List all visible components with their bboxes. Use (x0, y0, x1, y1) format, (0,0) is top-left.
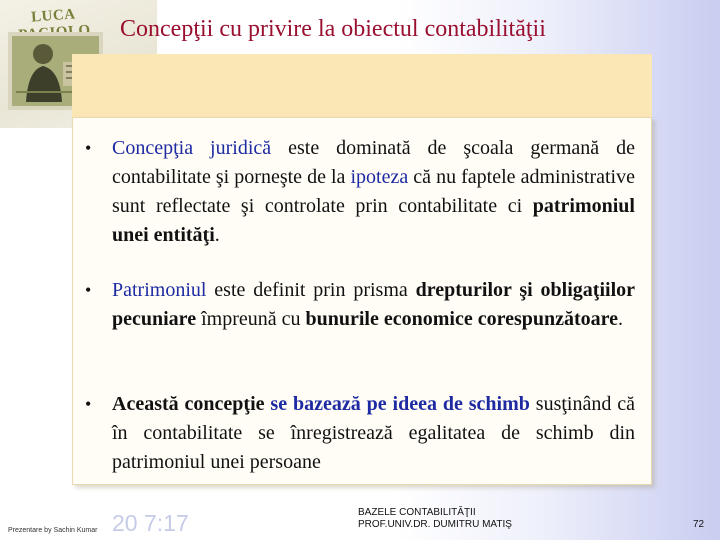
bullet-item-3 (85, 390, 635, 477)
bullet-dot-icon: • (85, 394, 92, 414)
bullet-item-1 (85, 134, 635, 250)
bullet-text (112, 390, 635, 477)
footer-course-info (358, 507, 512, 531)
bullet-text-segment: împreună cu (196, 308, 306, 330)
bullet-text-segment: bunurile economice corespunzătoare (305, 308, 619, 330)
footer-course-title: BAZELE CONTABILITĂŢII (358, 507, 476, 518)
bullet-text-segment: este definit prin prisma (206, 279, 416, 301)
footer-author: PROF.UNIV.DR. DUMITRU MATIŞ (358, 519, 512, 530)
logo-title: LUCA (30, 6, 77, 26)
bullet-text-segment: Patrimoniul (112, 279, 207, 301)
bullet-text-segment: că nu faptele administrative sunt reflectate şi controlate prin contabilitate ci (112, 166, 635, 217)
bullet-dot-icon: • (85, 138, 92, 158)
bullet-text-segment: ipoteza (350, 166, 409, 188)
bullet-dot-icon: • (85, 280, 92, 300)
bullet-text-segment: este dominată de şcoala germană de contabilitate şi porneşte de la (112, 137, 636, 188)
bullet-text-segment: susţinând că în contabilitate se înregistrează egalitatea de schimb din patrimoniul unei persoane (112, 393, 635, 473)
bullet-text-segment: . (618, 308, 624, 330)
slide-title: Concepţii cu privire la obiectul contabilităţii (120, 16, 546, 42)
bullet-item-2 (85, 276, 635, 334)
bullet-text-segment: . (214, 224, 220, 246)
bullet-text-segment: se bazează pe ideea de schimb (270, 393, 530, 415)
page-number: 72 (693, 519, 705, 530)
bullet-text-segment: Această concepţie (112, 393, 271, 415)
content-box (72, 117, 652, 485)
title-band (72, 54, 652, 117)
bullet-text (112, 276, 635, 334)
bullet-text-segment: drepturilor şi obligaţiilor pecuniare (112, 279, 635, 330)
bullet-text-segment: patrimoniul unei entităţi (112, 195, 635, 246)
footer-date: 20 7:17 (112, 510, 189, 536)
footer-credit: Prezentare by Sachin Kumar (8, 527, 98, 534)
bullet-text (112, 134, 635, 250)
bullet-text-segment: Concepţia juridică (112, 137, 272, 159)
